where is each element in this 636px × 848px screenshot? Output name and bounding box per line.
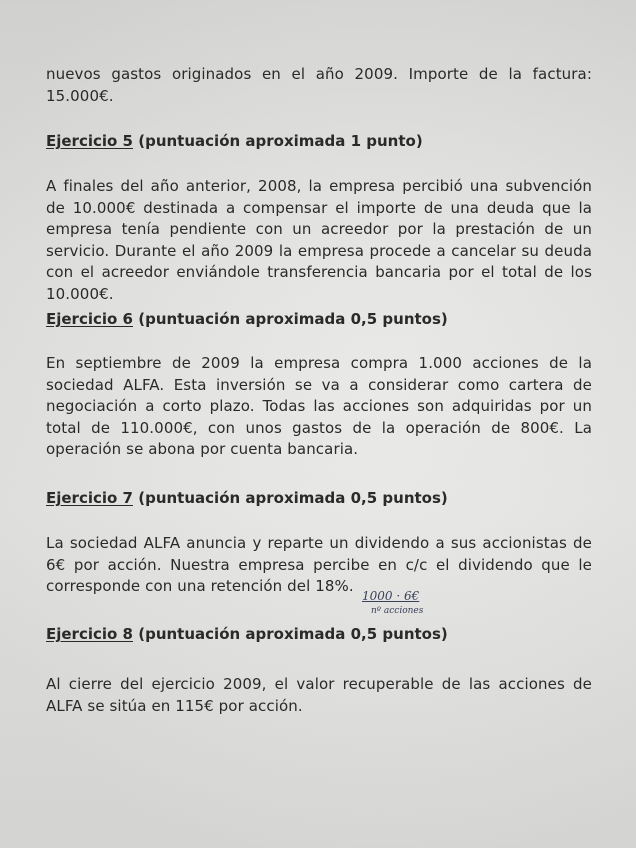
- exercise-5-note: (puntuación aproximada 1 punto): [138, 132, 423, 150]
- exercise-7-heading: [46, 488, 448, 508]
- handwritten-caption: nº acciones: [371, 606, 424, 616]
- exercise-6-body: En septiembre de 2009 la empresa compra 1.000 acciones de la sociedad ALFA. Esta inversión se va a considerar como cartera de negociación a corto plazo. Todas las acciones son adquiridas por un total de 110.000€, con unos gastos de la operación de 800€. La operación se abona por cuenta bancaria.: [46, 354, 592, 458]
- exercise-8-title: Ejercicio 8: [46, 625, 133, 643]
- handwritten-formula: 1000 · 6€: [362, 589, 420, 603]
- exercise-6-note: (puntuación aproximada 0,5 puntos): [138, 310, 448, 328]
- exercise-7-title: Ejercicio 7: [46, 489, 133, 507]
- exercise-6-heading: [46, 309, 448, 329]
- exercise-5-body: A finales del año anterior, 2008, la empresa percibió una subvención de 10.000€ destinada a compensar el importe de una deuda que la empresa tenía pendiente con un acreedor por la prestación de un servicio. Durante el año 2009 la empresa procede a cancelar su deuda con el acreedor enviándole transferencia bancaria por el total de los 10.000€.: [46, 177, 592, 303]
- exercise-5-heading: [46, 131, 423, 151]
- exercise-6-title: Ejercicio 6: [46, 310, 133, 328]
- exercise-8-note: (puntuación aproximada 0,5 puntos): [138, 625, 448, 643]
- exercise-7-body: La sociedad ALFA anuncia y reparte un dividendo a sus accionistas de 6€ por acción. Nuestra empresa percibe en c/c el dividendo que le corresponde con una retención del 18%.: [46, 534, 592, 595]
- exercise-8-body: Al cierre del ejercicio 2009, el valor recuperable de las acciones de ALFA se sitúa en 115€ por acción.: [46, 675, 592, 715]
- exercise-7-note: (puntuación aproximada 0,5 puntos): [138, 489, 448, 507]
- intro-paragraph: nuevos gastos originados en el año 2009. Importe de la factura: 15.000€.: [46, 65, 592, 105]
- exercise-5-title: Ejercicio 5: [46, 132, 133, 150]
- exercise-8-heading: [46, 624, 448, 644]
